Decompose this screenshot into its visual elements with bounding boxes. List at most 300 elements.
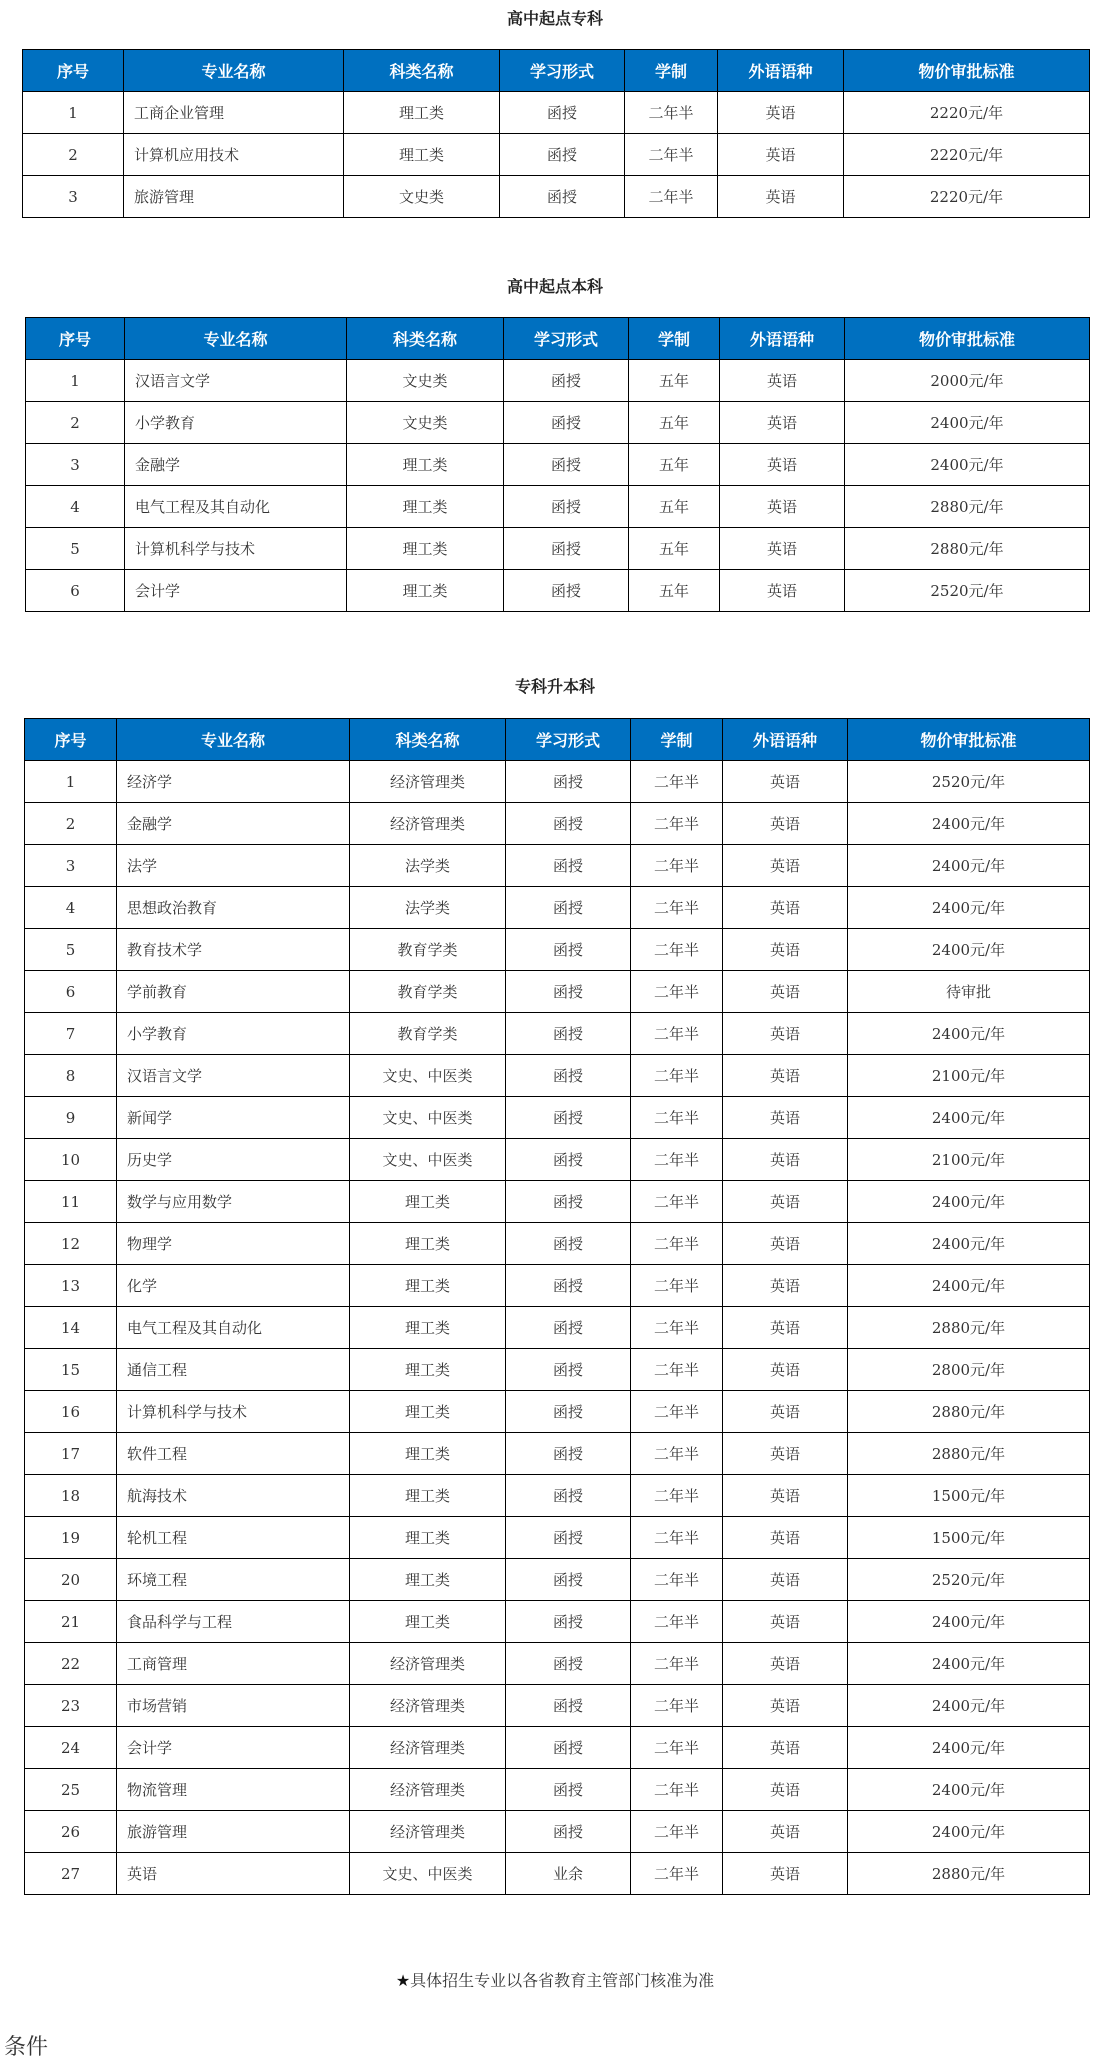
cell-language: 英语 [723,1013,848,1055]
cell-language: 英语 [723,761,848,803]
cell-fee-standard: 2520元/年 [848,1559,1090,1601]
cell-study-mode: 函授 [500,176,625,218]
cell-seq: 11 [25,1181,117,1223]
cell-duration: 二年半 [625,134,718,176]
cell-major-name: 汉语言文学 [125,360,347,402]
cell-duration: 二年半 [631,1055,723,1097]
cell-major-name: 计算机应用技术 [124,134,344,176]
cell-language: 英语 [723,1139,848,1181]
cell-major-name: 工商管理 [117,1643,350,1685]
cell-duration: 二年半 [631,1433,723,1475]
cell-category: 理工类 [350,1223,506,1265]
cell-category: 经济管理类 [350,1727,506,1769]
cell-seq: 22 [25,1643,117,1685]
table-row [25,1517,1090,1559]
table-row [26,486,1090,528]
cell-fee-standard: 2400元/年 [848,803,1090,845]
cell-major-name: 工商企业管理 [124,92,344,134]
cell-major-name: 思想政治教育 [117,887,350,929]
cell-language: 英语 [723,1097,848,1139]
cell-category: 经济管理类 [350,761,506,803]
cell-study-mode: 函授 [506,1391,631,1433]
table-row [26,528,1090,570]
cell-duration: 二年半 [631,1643,723,1685]
header-row [25,719,1090,761]
column-header-duration: 学制 [625,50,718,92]
cell-seq: 1 [23,92,124,134]
column-header-major-name: 专业名称 [124,50,344,92]
cell-duration: 二年半 [631,761,723,803]
cell-language: 英语 [723,845,848,887]
cell-seq: 18 [25,1475,117,1517]
cell-fee-standard: 2220元/年 [844,92,1090,134]
table-row [25,1181,1090,1223]
cell-seq: 2 [25,803,117,845]
cell-major-name: 小学教育 [125,402,347,444]
cell-fee-standard: 2400元/年 [848,1223,1090,1265]
cell-duration: 二年半 [631,1517,723,1559]
cell-study-mode: 函授 [500,92,625,134]
cell-seq: 2 [23,134,124,176]
table-row [25,1349,1090,1391]
cell-category: 法学类 [350,887,506,929]
table-row [25,1391,1090,1433]
cell-major-name: 经济学 [117,761,350,803]
cell-seq: 17 [25,1433,117,1475]
cell-study-mode: 函授 [506,1769,631,1811]
table-row [25,1139,1090,1181]
cell-major-name: 计算机科学与技术 [117,1391,350,1433]
cell-duration: 二年半 [631,1559,723,1601]
cell-study-mode: 函授 [504,444,629,486]
cell-duration: 五年 [629,402,720,444]
cell-fee-standard: 2800元/年 [848,1349,1090,1391]
cell-major-name: 金融学 [125,444,347,486]
cell-major-name: 环境工程 [117,1559,350,1601]
cell-duration: 二年半 [631,1601,723,1643]
cell-seq: 23 [25,1685,117,1727]
cell-language: 英语 [723,1055,848,1097]
cell-fee-standard: 2400元/年 [848,1811,1090,1853]
cell-duration: 五年 [629,360,720,402]
cell-category: 理工类 [350,1517,506,1559]
cell-duration: 二年半 [631,1223,723,1265]
table-row [25,803,1090,845]
cell-seq: 10 [25,1139,117,1181]
cell-fee-standard: 2400元/年 [845,444,1090,486]
cell-fee-standard: 2880元/年 [848,1853,1090,1895]
cell-seq: 5 [25,929,117,971]
cell-study-mode: 函授 [506,1223,631,1265]
cell-duration: 二年半 [631,929,723,971]
column-header-category: 科类名称 [350,719,506,761]
cell-category: 文史类 [344,176,500,218]
cell-seq: 1 [25,761,117,803]
cell-fee-standard: 2400元/年 [848,1097,1090,1139]
cell-study-mode: 函授 [506,1307,631,1349]
cell-fee-standard: 2400元/年 [848,845,1090,887]
table-junior-college-to-bachelor [24,718,1090,1895]
cell-language: 英语 [718,92,844,134]
cell-duration: 二年半 [631,1139,723,1181]
table-row [25,761,1090,803]
cell-major-name: 旅游管理 [117,1811,350,1853]
table-row [25,1853,1090,1895]
table-high-school-to-junior-college [22,49,1090,218]
cell-duration: 二年半 [631,1265,723,1307]
cell-category: 文史类 [347,360,504,402]
cell-fee-standard: 2400元/年 [848,887,1090,929]
cell-study-mode: 函授 [506,1643,631,1685]
cell-language: 英语 [718,176,844,218]
cell-category: 经济管理类 [350,803,506,845]
cell-seq: 19 [25,1517,117,1559]
cell-fee-standard: 2400元/年 [848,1601,1090,1643]
cell-seq: 6 [26,570,125,612]
cell-language: 英语 [723,971,848,1013]
cell-major-name: 轮机工程 [117,1517,350,1559]
cell-language: 英语 [718,134,844,176]
cell-study-mode: 函授 [506,1139,631,1181]
column-header-fee-standard: 物价审批标准 [845,318,1090,360]
column-header-seq: 序号 [26,318,125,360]
cell-category: 理工类 [347,486,504,528]
column-header-language: 外语语种 [723,719,848,761]
cell-fee-standard: 2400元/年 [848,1265,1090,1307]
cell-language: 英语 [723,887,848,929]
cell-duration: 二年半 [631,1475,723,1517]
cell-major-name: 汉语言文学 [117,1055,350,1097]
cell-study-mode: 函授 [506,1013,631,1055]
cell-study-mode: 函授 [506,1601,631,1643]
cell-study-mode: 函授 [506,1685,631,1727]
cell-language: 英语 [723,1853,848,1895]
cell-language: 英语 [723,1769,848,1811]
cell-study-mode: 函授 [506,1433,631,1475]
cell-category: 理工类 [350,1265,506,1307]
cell-major-name: 学前教育 [117,971,350,1013]
cell-major-name: 电气工程及其自动化 [117,1307,350,1349]
cell-duration: 二年半 [631,971,723,1013]
cell-fee-standard: 2400元/年 [848,1643,1090,1685]
header-row [23,50,1090,92]
cell-seq: 4 [25,887,117,929]
column-header-category: 科类名称 [344,50,500,92]
cell-category: 法学类 [350,845,506,887]
cell-language: 英语 [723,1391,848,1433]
cell-category: 理工类 [347,444,504,486]
table-row [23,176,1090,218]
cell-category: 经济管理类 [350,1685,506,1727]
section-title-junior-college-to-bachelor: 专科升本科 [514,677,595,696]
cell-study-mode: 函授 [506,1181,631,1223]
cell-seq: 3 [25,845,117,887]
cell-category: 理工类 [344,92,500,134]
header-row [26,318,1090,360]
cell-major-name: 化学 [117,1265,350,1307]
cell-duration: 二年半 [631,1307,723,1349]
section-title-high-school-to-junior-college: 高中起点专科 [506,9,603,28]
cell-study-mode: 函授 [500,134,625,176]
cell-seq: 5 [26,528,125,570]
cell-seq: 20 [25,1559,117,1601]
cell-category: 文史、中医类 [350,1055,506,1097]
cell-language: 英语 [720,528,845,570]
column-header-fee-standard: 物价审批标准 [848,719,1090,761]
column-header-study-mode: 学习形式 [500,50,625,92]
cell-seq: 8 [25,1055,117,1097]
cell-study-mode: 函授 [506,1727,631,1769]
cell-language: 英语 [723,929,848,971]
cell-study-mode: 业余 [506,1853,631,1895]
cell-category: 理工类 [350,1559,506,1601]
table-high-school-to-bachelor [25,317,1090,612]
cell-language: 英语 [723,1181,848,1223]
cell-study-mode: 函授 [506,1265,631,1307]
cell-category: 教育学类 [350,971,506,1013]
cell-study-mode: 函授 [506,803,631,845]
cell-fee-standard: 2400元/年 [848,1181,1090,1223]
cell-language: 英语 [720,360,845,402]
table-row [25,929,1090,971]
table-row [25,1727,1090,1769]
cell-category: 教育学类 [350,929,506,971]
cell-major-name: 市场营销 [117,1685,350,1727]
cell-seq: 25 [25,1769,117,1811]
cell-seq: 3 [23,176,124,218]
table-row [25,1223,1090,1265]
cell-major-name: 教育技术学 [117,929,350,971]
table-row [23,92,1090,134]
cell-duration: 二年半 [631,1013,723,1055]
cell-language: 英语 [720,486,845,528]
cell-fee-standard: 2880元/年 [848,1391,1090,1433]
cell-language: 英语 [723,803,848,845]
cell-fee-standard: 2400元/年 [848,1685,1090,1727]
cell-duration: 五年 [629,486,720,528]
cell-study-mode: 函授 [504,360,629,402]
cell-major-name: 历史学 [117,1139,350,1181]
cell-duration: 二年半 [625,176,718,218]
cell-language: 英语 [723,1517,848,1559]
cell-duration: 二年半 [631,1685,723,1727]
table-row [23,134,1090,176]
cell-seq: 1 [26,360,125,402]
cell-study-mode: 函授 [506,1097,631,1139]
table-row [25,1265,1090,1307]
column-header-language: 外语语种 [718,50,844,92]
cell-fee-standard: 2520元/年 [845,570,1090,612]
cell-category: 理工类 [344,134,500,176]
table-row [25,1013,1090,1055]
cell-seq: 12 [25,1223,117,1265]
cell-language: 英语 [723,1643,848,1685]
footnote [0,1968,1098,1991]
cell-major-name: 新闻学 [117,1097,350,1139]
cell-study-mode: 函授 [506,1811,631,1853]
cell-category: 理工类 [350,1475,506,1517]
table-row [25,845,1090,887]
cell-category: 经济管理类 [350,1643,506,1685]
cell-duration: 五年 [629,528,720,570]
cell-fee-standard: 2220元/年 [844,176,1090,218]
cell-major-name: 食品科学与工程 [117,1601,350,1643]
column-header-major-name: 专业名称 [117,719,350,761]
cell-seq: 6 [25,971,117,1013]
column-header-duration: 学制 [631,719,723,761]
cell-category: 理工类 [347,528,504,570]
cell-category: 文史类 [347,402,504,444]
cell-language: 英语 [723,1811,848,1853]
column-header-study-mode: 学习形式 [504,318,629,360]
table-row [25,1055,1090,1097]
table-row [26,444,1090,486]
cell-seq: 15 [25,1349,117,1391]
cell-seq: 2 [26,402,125,444]
table-row [25,1685,1090,1727]
cell-study-mode: 函授 [506,1055,631,1097]
next-section-heading: 条件 [4,2035,49,2060]
cell-fee-standard: 2100元/年 [848,1055,1090,1097]
cell-seq: 14 [25,1307,117,1349]
cell-seq: 9 [25,1097,117,1139]
cell-duration: 五年 [629,570,720,612]
table-row [25,1769,1090,1811]
cell-seq: 21 [25,1601,117,1643]
cell-duration: 二年半 [631,1349,723,1391]
cell-language: 英语 [723,1601,848,1643]
column-header-duration: 学制 [629,318,720,360]
table-row [25,971,1090,1013]
cell-duration: 二年半 [631,1769,723,1811]
cell-fee-standard: 2400元/年 [845,402,1090,444]
cell-category: 理工类 [347,570,504,612]
cell-language: 英语 [723,1559,848,1601]
cell-major-name: 金融学 [117,803,350,845]
cell-fee-standard: 1500元/年 [848,1475,1090,1517]
cell-major-name: 旅游管理 [124,176,344,218]
cell-major-name: 数学与应用数学 [117,1181,350,1223]
section-title-high-school-to-bachelor: 高中起点本科 [506,277,603,296]
cell-category: 理工类 [350,1601,506,1643]
table-row [26,402,1090,444]
cell-fee-standard: 2400元/年 [848,1013,1090,1055]
cell-category: 教育学类 [350,1013,506,1055]
cell-fee-standard: 2880元/年 [848,1307,1090,1349]
cell-category: 文史、中医类 [350,1853,506,1895]
table-row [25,1475,1090,1517]
cell-category: 理工类 [350,1433,506,1475]
footnote-text: 具体招生专业以各省教育主管部门核准为准 [410,1971,715,1990]
cell-duration: 二年半 [631,1097,723,1139]
cell-study-mode: 函授 [506,929,631,971]
cell-category: 经济管理类 [350,1811,506,1853]
cell-study-mode: 函授 [504,528,629,570]
cell-category: 经济管理类 [350,1769,506,1811]
cell-duration: 二年半 [631,1181,723,1223]
cell-study-mode: 函授 [506,971,631,1013]
cell-duration: 二年半 [631,1811,723,1853]
cell-major-name: 航海技术 [117,1475,350,1517]
cell-major-name: 通信工程 [117,1349,350,1391]
cell-study-mode: 函授 [506,845,631,887]
cell-language: 英语 [720,444,845,486]
column-header-study-mode: 学习形式 [506,719,631,761]
cell-major-name: 物流管理 [117,1769,350,1811]
cell-study-mode: 函授 [504,570,629,612]
cell-language: 英语 [723,1433,848,1475]
cell-major-name: 电气工程及其自动化 [125,486,347,528]
table-row [25,1433,1090,1475]
cell-study-mode: 函授 [506,887,631,929]
cell-duration: 二年半 [631,1391,723,1433]
cell-language: 英语 [723,1349,848,1391]
cell-study-mode: 函授 [506,761,631,803]
cell-major-name: 英语 [117,1853,350,1895]
cell-category: 文史、中医类 [350,1139,506,1181]
cell-fee-standard: 2880元/年 [848,1433,1090,1475]
column-header-category: 科类名称 [347,318,504,360]
cell-language: 英语 [723,1307,848,1349]
cell-fee-standard: 2880元/年 [845,528,1090,570]
cell-duration: 二年半 [631,1853,723,1895]
cell-seq: 27 [25,1853,117,1895]
cell-fee-standard: 2000元/年 [845,360,1090,402]
cell-language: 英语 [723,1223,848,1265]
table-row [25,1097,1090,1139]
cell-major-name: 软件工程 [117,1433,350,1475]
cell-major-name: 会计学 [117,1727,350,1769]
cell-language: 英语 [723,1685,848,1727]
cell-category: 文史、中医类 [350,1097,506,1139]
table-row [26,360,1090,402]
column-header-seq: 序号 [25,719,117,761]
cell-major-name: 小学教育 [117,1013,350,1055]
cell-study-mode: 函授 [506,1349,631,1391]
table-row [25,1601,1090,1643]
cell-fee-standard: 2220元/年 [844,134,1090,176]
cell-study-mode: 函授 [506,1559,631,1601]
cell-fee-standard: 2100元/年 [848,1139,1090,1181]
cell-duration: 二年半 [625,92,718,134]
cell-language: 英语 [720,570,845,612]
cell-duration: 二年半 [631,803,723,845]
cell-seq: 26 [25,1811,117,1853]
cell-language: 英语 [720,402,845,444]
cell-duration: 二年半 [631,1727,723,1769]
cell-fee-standard: 2400元/年 [848,929,1090,971]
cell-duration: 二年半 [631,887,723,929]
cell-language: 英语 [723,1265,848,1307]
cell-study-mode: 函授 [504,402,629,444]
cell-seq: 13 [25,1265,117,1307]
column-header-major-name: 专业名称 [125,318,347,360]
table-row [25,887,1090,929]
cell-major-name: 会计学 [125,570,347,612]
cell-category: 理工类 [350,1349,506,1391]
cell-fee-standard: 2400元/年 [848,1769,1090,1811]
cell-seq: 4 [26,486,125,528]
cell-fee-standard: 待审批 [848,971,1090,1013]
cell-seq: 24 [25,1727,117,1769]
cell-seq: 16 [25,1391,117,1433]
table-row [26,570,1090,612]
cell-category: 理工类 [350,1307,506,1349]
column-header-seq: 序号 [23,50,124,92]
cell-category: 理工类 [350,1391,506,1433]
column-header-language: 外语语种 [720,318,845,360]
cell-duration: 五年 [629,444,720,486]
